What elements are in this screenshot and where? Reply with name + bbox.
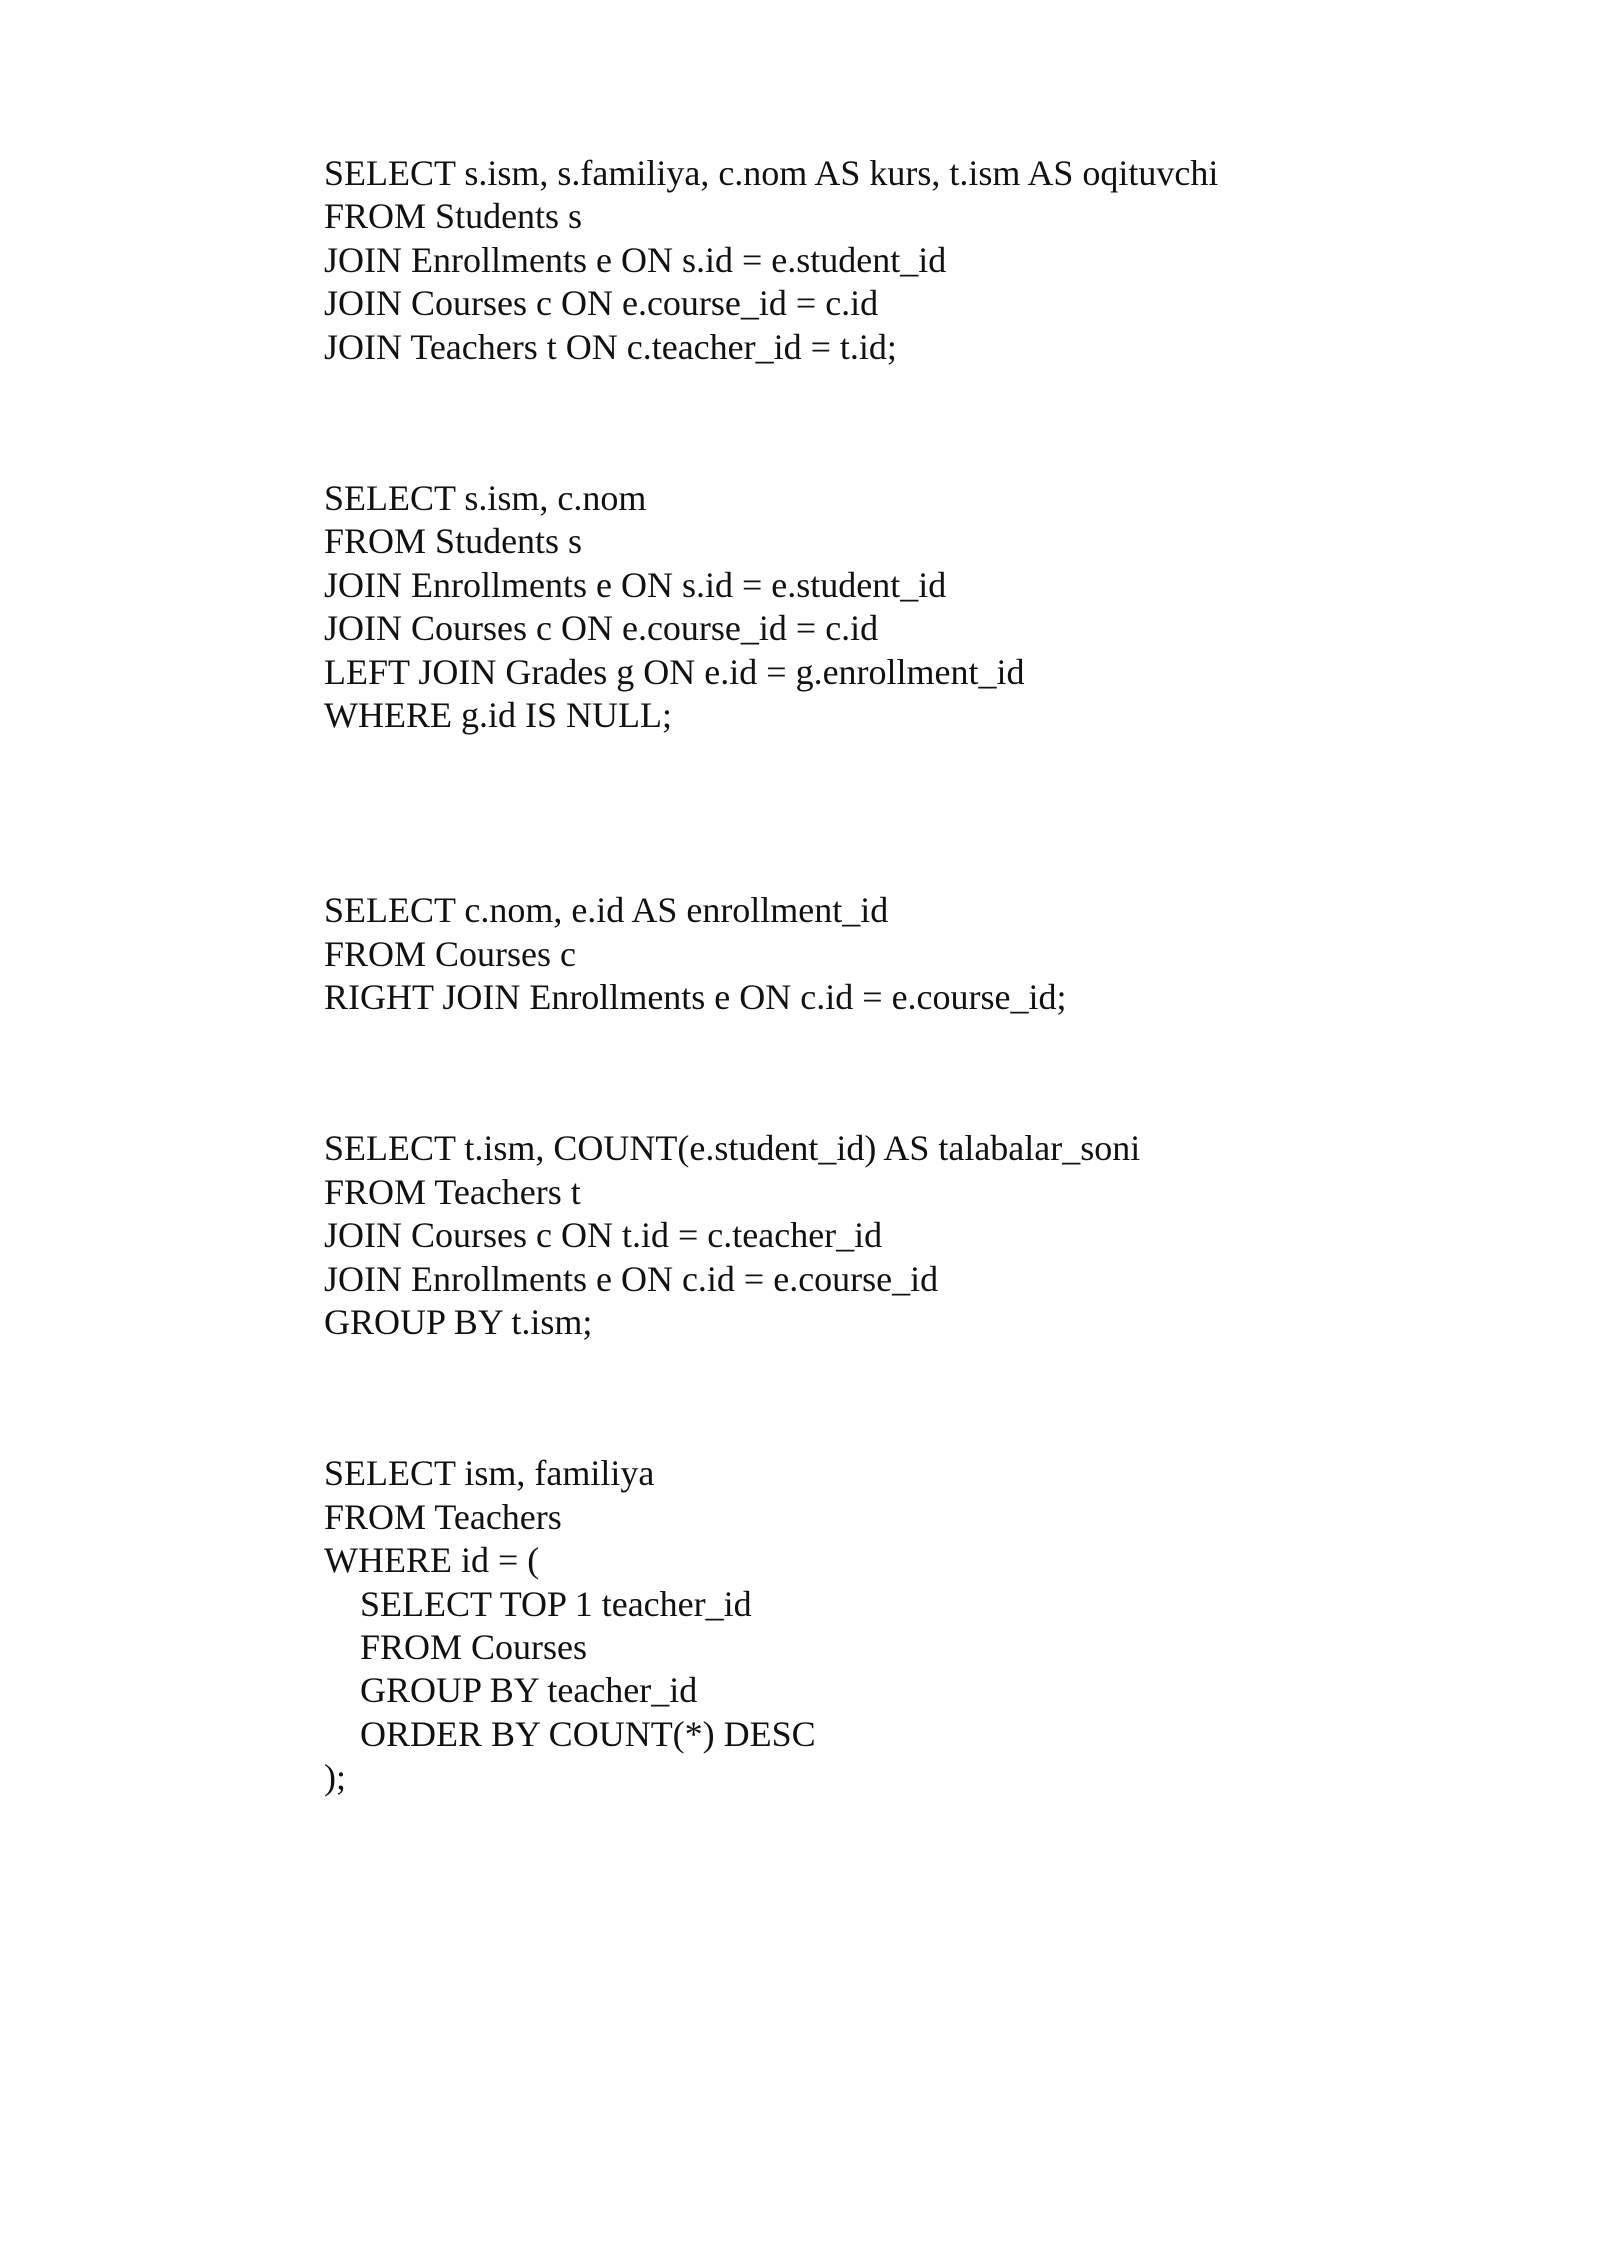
query-line: SELECT s.ism, c.nom <box>324 477 647 518</box>
query-line: FROM Students s <box>324 196 583 237</box>
query-line: SELECT TOP 1 teacher_id <box>324 1583 752 1624</box>
query-block-3 <box>324 889 1504 1019</box>
query-line: SELECT ism, familiya <box>324 1453 655 1494</box>
query-line: FROM Courses <box>324 1626 588 1667</box>
query-line: JOIN Teachers t ON c.teacher_id = t.id; <box>324 326 897 367</box>
query-line: JOIN Courses c ON e.course_id = c.id <box>324 283 879 324</box>
query-line: SELECT t.ism, COUNT(e.student_id) AS talabalar_soni <box>324 1128 1141 1169</box>
block-spacer <box>324 1344 1504 1452</box>
query-line: FROM Students s <box>324 521 583 562</box>
query-line: SELECT s.ism, s.familiya, c.nom AS kurs, t.ism AS oqituvchi <box>324 153 1219 193</box>
query-line: WHERE g.id IS NULL; <box>324 694 672 735</box>
query-line: ORDER BY COUNT(*) DESC <box>324 1713 816 1754</box>
query-line: GROUP BY teacher_id <box>324 1670 698 1711</box>
query-line: JOIN Courses c ON t.id = c.teacher_id <box>324 1215 883 1256</box>
query-line: WHERE id = ( <box>324 1540 540 1581</box>
query-block-1 <box>324 152 1504 369</box>
block-spacer <box>324 1019 1504 1127</box>
query-block-5 <box>324 1452 1504 1799</box>
block-spacer <box>324 369 1504 477</box>
query-line: FROM Courses c <box>324 933 577 974</box>
query-line: GROUP BY t.ism; <box>324 1302 593 1343</box>
query-line: JOIN Enrollments e ON s.id = e.student_id <box>324 239 947 280</box>
query-line: FROM Teachers t <box>324 1171 581 1212</box>
query-line: ); <box>324 1757 346 1798</box>
block-spacer <box>324 737 1504 889</box>
query-line: SELECT c.nom, e.id AS enrollment_id <box>324 890 889 931</box>
document-body <box>324 152 1504 1800</box>
query-line: JOIN Courses c ON e.course_id = c.id <box>324 608 879 649</box>
query-line: JOIN Enrollments e ON s.id = e.student_id <box>324 564 947 605</box>
query-block-2 <box>324 477 1504 737</box>
query-line: JOIN Enrollments e ON c.id = e.course_id <box>324 1258 939 1299</box>
query-line: LEFT JOIN Grades g ON e.id = g.enrollment_id <box>324 651 1025 692</box>
query-block-4 <box>324 1127 1504 1344</box>
query-line: FROM Teachers <box>324 1496 562 1537</box>
query-line: RIGHT JOIN Enrollments e ON c.id = e.course_id; <box>324 977 1067 1018</box>
